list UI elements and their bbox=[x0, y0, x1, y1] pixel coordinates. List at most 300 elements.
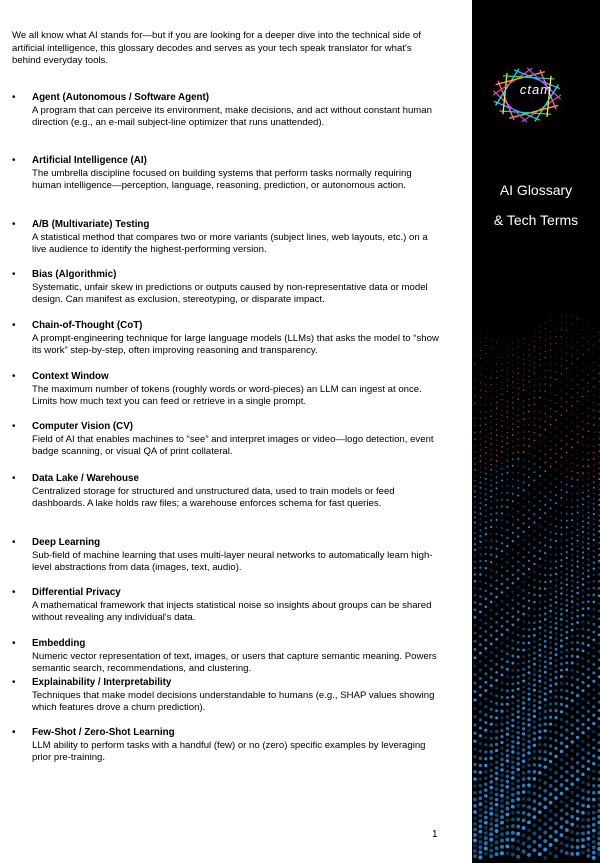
pattern-dot bbox=[544, 421, 546, 423]
pattern-dot bbox=[512, 452, 514, 454]
pattern-dot bbox=[565, 851, 569, 855]
pattern-dot bbox=[554, 709, 557, 712]
pattern-dot bbox=[495, 723, 498, 726]
pattern-dot bbox=[533, 777, 537, 781]
pattern-dot bbox=[560, 675, 563, 678]
pattern-dot bbox=[474, 379, 475, 380]
pattern-dot bbox=[582, 420, 583, 421]
pattern-dot bbox=[581, 851, 585, 855]
pattern-dot bbox=[571, 707, 574, 710]
pattern-dot bbox=[550, 363, 551, 364]
pattern-dot bbox=[522, 722, 525, 725]
pattern-dot bbox=[505, 831, 509, 835]
pattern-dot bbox=[501, 505, 503, 507]
pattern-dot bbox=[507, 406, 508, 407]
pattern-dot bbox=[479, 694, 482, 697]
pattern-dot bbox=[527, 770, 531, 774]
pattern-dot bbox=[549, 599, 551, 601]
pattern-dot bbox=[576, 581, 578, 583]
pattern-dot bbox=[539, 326, 540, 327]
pattern-dot bbox=[543, 789, 547, 793]
pattern-dot bbox=[538, 638, 541, 641]
pattern-dot bbox=[517, 544, 519, 546]
pattern-dot bbox=[490, 496, 492, 498]
pattern-dot bbox=[533, 538, 535, 540]
pattern-dot bbox=[506, 813, 510, 817]
pattern-dot bbox=[490, 501, 492, 503]
pattern-dot bbox=[581, 740, 584, 743]
pattern-dot bbox=[571, 641, 574, 644]
pattern-dot bbox=[523, 514, 525, 516]
pattern-dot bbox=[534, 379, 535, 380]
pattern-dot bbox=[534, 362, 535, 363]
pattern-dot bbox=[490, 443, 492, 445]
pattern-dot bbox=[485, 424, 486, 425]
pattern-dot bbox=[480, 333, 481, 334]
pattern-dot bbox=[566, 599, 569, 602]
pattern-dot bbox=[587, 581, 590, 584]
pattern-dot bbox=[474, 561, 476, 563]
pattern-dot bbox=[533, 615, 536, 618]
pattern-dot bbox=[534, 341, 535, 342]
pattern-dot bbox=[528, 666, 531, 669]
pattern-dot bbox=[561, 350, 562, 351]
pattern-dot bbox=[500, 789, 504, 793]
pattern-dot bbox=[501, 674, 504, 677]
pattern-dot bbox=[539, 534, 541, 536]
pattern-dot bbox=[517, 741, 520, 744]
pattern-dot bbox=[489, 854, 493, 858]
pattern-dot bbox=[587, 735, 590, 738]
pattern-dot bbox=[560, 833, 564, 837]
pattern-dot bbox=[500, 768, 503, 771]
pattern-dot bbox=[495, 793, 499, 797]
pattern-dot bbox=[479, 566, 481, 568]
pattern-dot bbox=[581, 796, 585, 800]
pattern-dot bbox=[511, 787, 515, 791]
pattern-dot bbox=[490, 626, 493, 629]
pattern-dot bbox=[588, 324, 589, 325]
pattern-dot bbox=[576, 597, 579, 600]
pattern-dot bbox=[479, 819, 483, 823]
pattern-dot bbox=[480, 358, 481, 359]
pattern-dot bbox=[561, 358, 562, 359]
pattern-dot bbox=[550, 337, 551, 338]
pattern-dot bbox=[538, 844, 542, 848]
pattern-dot bbox=[577, 449, 579, 451]
pattern-dot bbox=[522, 717, 525, 720]
pattern-dot bbox=[543, 743, 546, 746]
pattern-dot bbox=[512, 434, 514, 436]
pattern-dot bbox=[593, 497, 595, 499]
pattern-dot bbox=[571, 623, 574, 626]
pattern-dot bbox=[522, 668, 525, 671]
pattern-dot bbox=[506, 472, 508, 474]
pattern-dot bbox=[549, 843, 553, 847]
pattern-dot bbox=[506, 578, 508, 580]
pattern-dot bbox=[572, 316, 573, 317]
pattern-dot bbox=[501, 457, 503, 459]
pattern-dot bbox=[565, 753, 568, 756]
pattern-dot bbox=[517, 710, 520, 713]
pattern-dot bbox=[582, 504, 584, 506]
pattern-dot bbox=[565, 697, 568, 700]
pattern-dot bbox=[533, 547, 535, 549]
pattern-dot bbox=[479, 502, 481, 504]
pattern-dot bbox=[571, 655, 574, 658]
pattern-dot bbox=[571, 548, 573, 550]
pattern-dot bbox=[490, 750, 493, 753]
pattern-dot bbox=[474, 501, 476, 503]
pattern-dot bbox=[506, 537, 508, 539]
pattern-dot bbox=[505, 825, 509, 829]
pattern-dot bbox=[561, 389, 562, 390]
pattern-dot bbox=[577, 358, 578, 359]
pattern-dot bbox=[533, 496, 535, 498]
pattern-dot bbox=[517, 561, 519, 563]
pattern-dot bbox=[512, 574, 514, 576]
pattern-dot bbox=[592, 829, 596, 833]
pattern-dot bbox=[528, 453, 530, 455]
pattern-dot bbox=[496, 450, 498, 452]
pattern-dot bbox=[474, 457, 476, 459]
pattern-dot bbox=[539, 426, 541, 428]
term-title: Deep Learning bbox=[32, 537, 101, 548]
pattern-dot bbox=[518, 373, 519, 374]
pattern-dot bbox=[545, 363, 546, 364]
pattern-dot bbox=[582, 498, 584, 500]
pattern-dot bbox=[544, 655, 547, 658]
pattern-dot bbox=[489, 807, 493, 811]
pattern-dot bbox=[582, 479, 584, 481]
pattern-dot bbox=[516, 817, 520, 821]
bullet: • bbox=[12, 537, 16, 548]
pattern-dot bbox=[474, 527, 476, 529]
pattern-dot bbox=[544, 520, 546, 522]
pattern-dot bbox=[501, 357, 502, 358]
sidebar-panel bbox=[472, 0, 600, 863]
pattern-dot bbox=[587, 594, 590, 597]
pattern-dot bbox=[495, 808, 499, 812]
pattern-dot bbox=[506, 595, 509, 598]
pattern-dot bbox=[533, 756, 537, 760]
pattern-dot bbox=[501, 696, 504, 699]
pattern-dot bbox=[565, 704, 568, 707]
pattern-dot bbox=[544, 645, 547, 648]
pattern-dot bbox=[516, 768, 520, 772]
pattern-dot bbox=[506, 612, 509, 615]
pattern-dot bbox=[592, 730, 595, 733]
pattern-dot bbox=[512, 590, 514, 592]
pattern-dot bbox=[566, 468, 568, 470]
pattern-dot bbox=[507, 432, 509, 434]
pattern-dot bbox=[490, 592, 493, 595]
pattern-dot bbox=[495, 846, 499, 850]
pattern-dot bbox=[533, 488, 535, 490]
pattern-dot bbox=[593, 492, 595, 494]
pattern-dot bbox=[501, 451, 503, 453]
pattern-dot bbox=[484, 770, 487, 773]
pattern-dot bbox=[566, 410, 567, 411]
pattern-dot bbox=[587, 759, 590, 762]
pattern-dot bbox=[576, 555, 578, 557]
pattern-dot bbox=[485, 560, 487, 562]
pattern-dot bbox=[549, 626, 552, 629]
pattern-dot bbox=[495, 772, 498, 775]
pattern-dot bbox=[512, 354, 513, 355]
pattern-dot bbox=[539, 565, 541, 567]
pattern-dot bbox=[576, 663, 579, 666]
pattern-dot bbox=[572, 363, 573, 364]
pattern-dot bbox=[517, 472, 519, 474]
pattern-dot bbox=[474, 371, 475, 372]
pattern-dot bbox=[479, 702, 482, 705]
pattern-dot bbox=[555, 518, 557, 520]
pattern-dot bbox=[544, 640, 547, 643]
pattern-dot bbox=[555, 461, 557, 463]
pattern-dot bbox=[501, 376, 502, 377]
pattern-dot bbox=[534, 417, 536, 419]
pattern-dot bbox=[528, 628, 531, 631]
pattern-dot bbox=[517, 675, 520, 678]
pattern-dot bbox=[550, 331, 551, 332]
pattern-dot bbox=[559, 849, 563, 853]
pattern-dot bbox=[555, 596, 557, 598]
pattern-dot bbox=[571, 531, 573, 533]
pattern-dot bbox=[479, 523, 481, 525]
pattern-dot bbox=[507, 416, 509, 418]
pattern-dot bbox=[587, 783, 591, 787]
pattern-dot bbox=[490, 554, 492, 556]
pattern-dot bbox=[560, 559, 562, 561]
pattern-dot bbox=[480, 390, 481, 391]
pattern-dot bbox=[560, 618, 563, 621]
pattern-dot bbox=[511, 853, 515, 857]
pattern-dot bbox=[592, 615, 595, 618]
pattern-dot bbox=[501, 534, 503, 536]
pattern-dot bbox=[539, 492, 541, 494]
pattern-dot bbox=[516, 839, 520, 843]
pattern-dot bbox=[522, 727, 525, 730]
pattern-dot bbox=[566, 545, 568, 547]
pattern-dot bbox=[500, 752, 503, 755]
pattern-dot bbox=[506, 769, 510, 773]
pattern-dot bbox=[587, 495, 589, 497]
pattern-dot bbox=[480, 382, 481, 383]
pattern-dot bbox=[538, 736, 541, 739]
pattern-dot bbox=[582, 601, 585, 604]
pattern-dot bbox=[545, 334, 546, 335]
pattern-dot bbox=[555, 419, 557, 421]
pattern-dot bbox=[479, 771, 482, 774]
pattern-dot bbox=[507, 460, 509, 462]
pattern-dot bbox=[561, 406, 562, 407]
pattern-dot bbox=[566, 573, 568, 575]
pattern-dot bbox=[587, 811, 591, 815]
pattern-dot bbox=[550, 432, 552, 434]
pattern-dot bbox=[539, 573, 541, 575]
pattern-dot bbox=[534, 391, 535, 392]
pattern-dot bbox=[489, 838, 493, 842]
pattern-dot bbox=[506, 807, 510, 811]
pattern-dot bbox=[560, 608, 563, 611]
pattern-dot bbox=[566, 401, 567, 402]
pattern-dot bbox=[512, 582, 514, 584]
pattern-dot bbox=[544, 453, 546, 455]
pattern-dot bbox=[539, 608, 542, 611]
pattern-dot bbox=[582, 509, 584, 511]
pattern-dot bbox=[555, 469, 557, 471]
pattern-dot bbox=[500, 735, 503, 738]
pattern-dot bbox=[507, 380, 508, 381]
pattern-dot bbox=[582, 485, 584, 487]
pattern-dot bbox=[539, 594, 541, 596]
pattern-dot bbox=[592, 601, 595, 604]
pattern-dot bbox=[533, 684, 536, 687]
pattern-dot bbox=[549, 684, 552, 687]
pattern-dot bbox=[518, 383, 519, 384]
pattern-dot bbox=[538, 827, 542, 831]
pattern-dot bbox=[593, 503, 595, 505]
pattern-dot bbox=[479, 652, 482, 655]
pattern-dot bbox=[490, 561, 492, 563]
pattern-dot bbox=[593, 487, 595, 489]
pattern-dot bbox=[576, 603, 579, 606]
pattern-dot bbox=[576, 794, 580, 798]
pattern-dot bbox=[559, 841, 563, 845]
pattern-dot bbox=[539, 517, 541, 519]
pattern-dot bbox=[539, 337, 540, 338]
pattern-dot bbox=[545, 339, 546, 340]
pattern-dot bbox=[560, 628, 563, 631]
pattern-dot bbox=[593, 587, 596, 590]
pattern-dot bbox=[490, 507, 492, 509]
pattern-dot bbox=[571, 590, 574, 593]
pattern-dot bbox=[528, 355, 529, 356]
pattern-dot bbox=[555, 427, 557, 429]
pattern-dot bbox=[506, 521, 508, 523]
pattern-dot bbox=[496, 402, 497, 403]
pattern-dot bbox=[495, 829, 499, 833]
pattern-dot bbox=[539, 620, 542, 623]
pattern-dot bbox=[592, 823, 596, 827]
pattern-dot bbox=[538, 712, 541, 715]
pattern-dot bbox=[528, 614, 531, 617]
pattern-dot bbox=[554, 689, 557, 692]
pattern-dot bbox=[539, 466, 541, 468]
pattern-dot bbox=[490, 469, 492, 471]
pattern-dot bbox=[576, 550, 578, 552]
pattern-dot bbox=[554, 755, 557, 758]
pattern-dot bbox=[523, 374, 524, 375]
pattern-dot bbox=[592, 840, 596, 844]
pattern-dot bbox=[576, 609, 579, 612]
pattern-dot bbox=[533, 726, 536, 729]
pattern-dot bbox=[474, 616, 477, 619]
pattern-dot bbox=[474, 387, 475, 388]
pattern-dot bbox=[528, 654, 531, 657]
dot-pattern-graphic bbox=[472, 0, 600, 863]
pattern-dot bbox=[490, 609, 493, 612]
pattern-dot bbox=[588, 484, 590, 486]
pattern-dot bbox=[501, 600, 504, 603]
pattern-dot bbox=[539, 359, 540, 360]
pattern-dot bbox=[522, 834, 526, 838]
pattern-dot bbox=[571, 485, 573, 487]
pattern-dot bbox=[582, 329, 583, 330]
pattern-dot bbox=[592, 655, 595, 658]
bullet: • bbox=[12, 638, 16, 649]
pattern-dot bbox=[577, 479, 579, 481]
pattern-dot bbox=[582, 649, 585, 652]
pattern-dot bbox=[544, 698, 547, 701]
pattern-dot bbox=[501, 364, 502, 365]
pattern-dot bbox=[581, 731, 584, 734]
pattern-dot bbox=[496, 465, 498, 467]
pattern-dot bbox=[566, 345, 567, 346]
pattern-dot bbox=[490, 513, 492, 515]
pattern-dot bbox=[565, 762, 568, 765]
pattern-dot bbox=[522, 790, 526, 794]
pattern-dot bbox=[554, 846, 558, 850]
term-definition: A mathematical framework that injects statistical noise so insights about groups can be shared without revealing any individual's data. bbox=[32, 599, 432, 623]
pattern-dot bbox=[576, 786, 580, 790]
pattern-dot bbox=[484, 664, 487, 667]
pattern-dot bbox=[479, 588, 482, 591]
pattern-dot bbox=[543, 856, 547, 860]
pattern-dot bbox=[485, 553, 487, 555]
pattern-dot bbox=[549, 657, 552, 660]
pattern-dot bbox=[511, 730, 514, 733]
pattern-dot bbox=[517, 669, 520, 672]
term-title: Context Window bbox=[32, 371, 109, 382]
pattern-dot bbox=[549, 760, 553, 764]
pattern-dot bbox=[582, 607, 585, 610]
pattern-dot bbox=[555, 590, 557, 592]
pattern-dot bbox=[555, 540, 557, 542]
pattern-dot bbox=[523, 474, 525, 476]
pattern-dot bbox=[506, 570, 508, 572]
pattern-dot bbox=[506, 715, 509, 718]
pattern-dot bbox=[587, 831, 591, 835]
pattern-dot bbox=[571, 439, 573, 441]
pattern-dot bbox=[534, 410, 536, 412]
pattern-dot bbox=[565, 836, 569, 840]
pattern-dot bbox=[479, 529, 481, 531]
pattern-dot bbox=[484, 605, 487, 608]
pattern-dot bbox=[495, 555, 497, 557]
pattern-dot bbox=[506, 506, 508, 508]
pattern-dot bbox=[517, 618, 520, 621]
pattern-dot bbox=[582, 451, 584, 453]
pattern-dot bbox=[485, 337, 486, 338]
pattern-dot bbox=[495, 840, 499, 844]
pattern-dot bbox=[571, 691, 574, 694]
pattern-dot bbox=[523, 348, 524, 349]
pattern-dot bbox=[582, 614, 585, 617]
pattern-dot bbox=[588, 472, 590, 474]
pattern-dot bbox=[474, 480, 476, 482]
pattern-dot bbox=[549, 702, 552, 705]
pattern-dot bbox=[593, 556, 595, 558]
pattern-dot bbox=[528, 576, 530, 578]
pattern-dot bbox=[576, 719, 579, 722]
pattern-dot bbox=[538, 852, 542, 856]
pattern-dot bbox=[560, 775, 564, 779]
pattern-dot bbox=[554, 763, 558, 767]
pattern-dot bbox=[522, 771, 526, 775]
pattern-dot bbox=[495, 777, 499, 781]
